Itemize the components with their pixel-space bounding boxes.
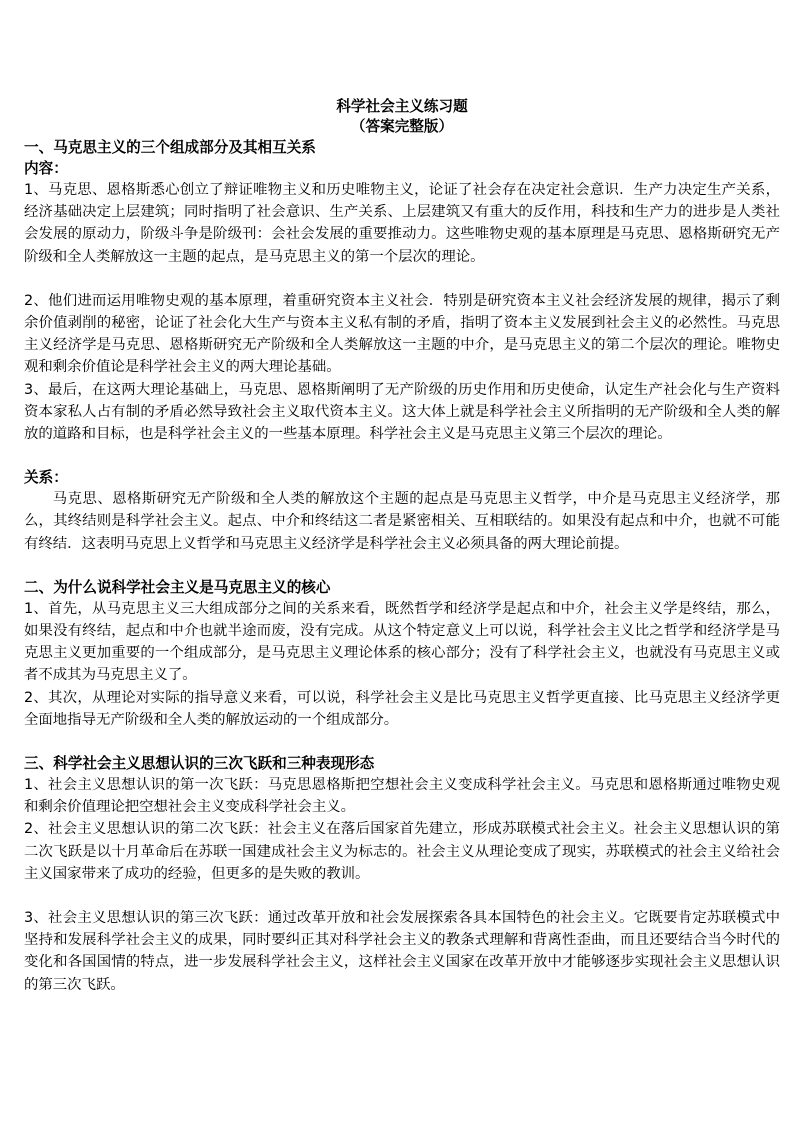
section-3-heading: 三、科学社会主义思想认识的三次飞跃和三种表现形态 <box>24 755 375 773</box>
section-1-paragraph: 2、他们进而运用唯物史观的基本原理，着重研究资本主义社会．特别是研究资本主义社会经济发展的规律，揭示了剩余价值剥削的秘密，论证了社会化大生产与资本主义私有制的矛盾，指明了资本主义发展到社会主义的必然性。马克思主义经济学是马克思、恩格斯研究无产阶级和全人类解放这一主题的中介，是马克思主义的第二个层次的理论。唯物史观和剩余价值论是科学社会主义的两大理论基础。 <box>24 292 780 376</box>
document-subtitle: （答案完整版） <box>350 118 454 135</box>
paragraph-gap <box>24 885 780 907</box>
paragraph-gap <box>24 731 780 753</box>
section-1-heading: 一、马克思主义的三个组成部分及其相互关系 <box>24 139 316 156</box>
section-3-paragraph: 2、社会主义思想认识的第二次飞跃：社会主义在落后国家首先建立，形成苏联模式社会主义。社会主义思想认识的第二次飞跃是以十月革命后在苏联一国建成社会主义为标志的。社会主义从理论变成了现实，苏联模式的社会主义给社会主义国家带来了成功的经验，但更多的是失败的教训。 <box>24 821 780 882</box>
section-1-paragraph: 1、马克思、恩格斯悉心创立了辩证唯物主义和历史唯物主义，论证了社会存在决定社会意识．生产力决定生产关系，经济基础决定上层建筑；同时指明了社会意识、生产关系、上层建筑又有重大的反作用，科技和生产力的进步是人类社会发展的原动力，阶级斗争是阶级刊：会社会发展的重要推动力。这些唯物史观的基本原理是马克思、恩格斯研究无产阶级和全人类解放这一主题的起点，是马克思主义的第一个层次的理论。 <box>24 182 780 265</box>
relation-paragraph: 马克思、恩格斯研究无产阶级和全人类的解放这个主题的起点是马克思主义哲学，中介是马克思主义经济学，那么，其终结则是科学社会主义。起点、中介和终结这二者是紧密相关、互相联结的。如果没有起点和中介，也就不可能有终结．这表明马克思上义哲学和马克思主义经济学是科学社会主义必须具备的两大理论前提。 <box>24 491 780 552</box>
section-3-paragraph: 1、社会主义思想认识的第一次飞跃：马克思恩格斯把空想社会主义变成科学社会主义。马克思和恩格斯通过唯物史观和剩余价值理论把空想社会主义变成科学社会主义。 <box>24 777 780 816</box>
paragraph-gap <box>24 268 780 290</box>
content-label: 内容： <box>24 160 68 177</box>
section-2-paragraph: 1、首先，从马克思主义三大组成部分之间的关系来看，既然哲学和经济学是起点和中介，社会主义学是终结，那么，如果没有终结，起点和中介也就半途而废，没有完成。从这个特定意义上可以说，科学社会主义比之哲学和经济学是马克思主义更加重要的一个组成部分，是马克思主义理论体系的核心部分；没有了科学社会主义，也就没有马克思主义或者不成其为马克思主义了。 <box>24 600 780 684</box>
paragraph-gap <box>24 555 780 577</box>
section-3-paragraph: 3、社会主义思想认识的第三次飞跃：通过改革开放和社会发展探索各具本国特色的社会主义。它既要肯定苏联模式中坚持和发展科学社会主义的成果，同时要纠正其对科学社会主义的教条式理解和背离性歪曲，而且还要结合当今时代的变化和各国国情的特点，进一步发展科学社会主义，这样社会主义国家在改革开放中才能够逐步实现社会主义思想认识的第三次飞跃。 <box>24 910 780 993</box>
relation-label: 关系： <box>24 469 68 487</box>
section-2-paragraph: 2、其次，从理论对实际的指导意义来看，可以说，科学社会主义是比马克思主义哲学更直接、比马克思主义经济学更全面地指导无产阶级和全人类的解放运动的一个组成部分。 <box>24 689 780 728</box>
paragraph-gap <box>24 445 780 467</box>
section-2-heading: 二、为什么说科学社会主义是马克思主义的核心 <box>24 578 331 596</box>
document-title: 科学社会主义练习题 <box>336 98 468 115</box>
section-1-paragraph: 3、最后，在这两大理论基础上，马克思、恩格斯阐明了无产阶级的历史作用和历史使命，认定生产社会化与生产资料资本家私人占有制的矛盾必然导致社会主义取代资本主义。这大体上就是科学社会主义所指明的无产阶级和全人类的解放的道路和目标，也是科学社会主义的一些基本原理。科学社会主义是马克思主义第三个层次的理论。 <box>24 381 780 443</box>
